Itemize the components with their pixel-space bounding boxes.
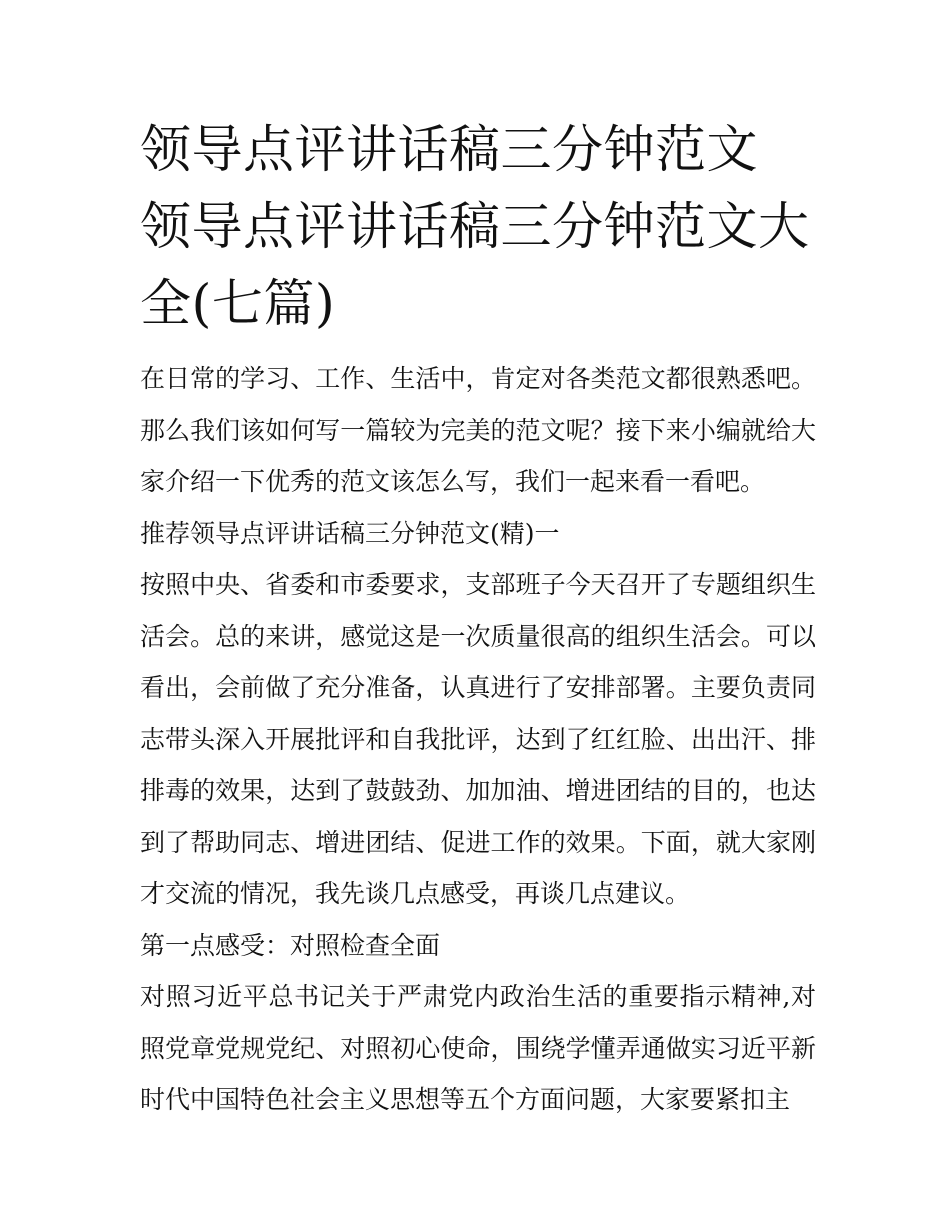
- subsection-heading: 第一点感受：对照检查全面: [140, 930, 441, 960]
- section-heading: 推荐领导点评讲话稿三分钟范文(精)一: [140, 518, 560, 548]
- intro-paragraph: 在日常的学习、工作、生活中，肯定对各类范文都很熟悉吧。那么我们该如何写一篇较为完美的范文呢？接下来小编就给大家介绍一下优秀的范文该怎么写，我们一起来看一看吧。: [140, 364, 816, 496]
- document-content: [140, 112, 816, 1126]
- body-paragraph: 按照中央、省委和市委要求，支部班子今天召开了专题组织生活会。总的来讲，感觉这是一次质量很高的组织生活会。可以看出，会前做了充分准备，认真进行了安排部署。主要负责同志带头深入开展批评和自我批评，达到了红红脸、出出汗、排排毒的效果，达到了鼓鼓劲、加加油、增进团结的目的，也达到了帮助同志、增进团结、促进工作的效果。下面，就大家刚才交流的情况，我先谈几点感受，再谈几点建议。: [140, 570, 816, 908]
- document-title: 领导点评讲话稿三分钟范文 领导点评讲话稿三分钟范文大全(七篇): [140, 121, 810, 334]
- document-body: [140, 353, 816, 1126]
- body-paragraph: 对照习近平总书记关于严肃党内政治生活的重要指示精神,对照党章党规党纪、对照初心使命，围绕学懂弄通做实习近平新时代中国特色社会主义思想等五个方面问题，大家要紧扣主: [140, 982, 816, 1114]
